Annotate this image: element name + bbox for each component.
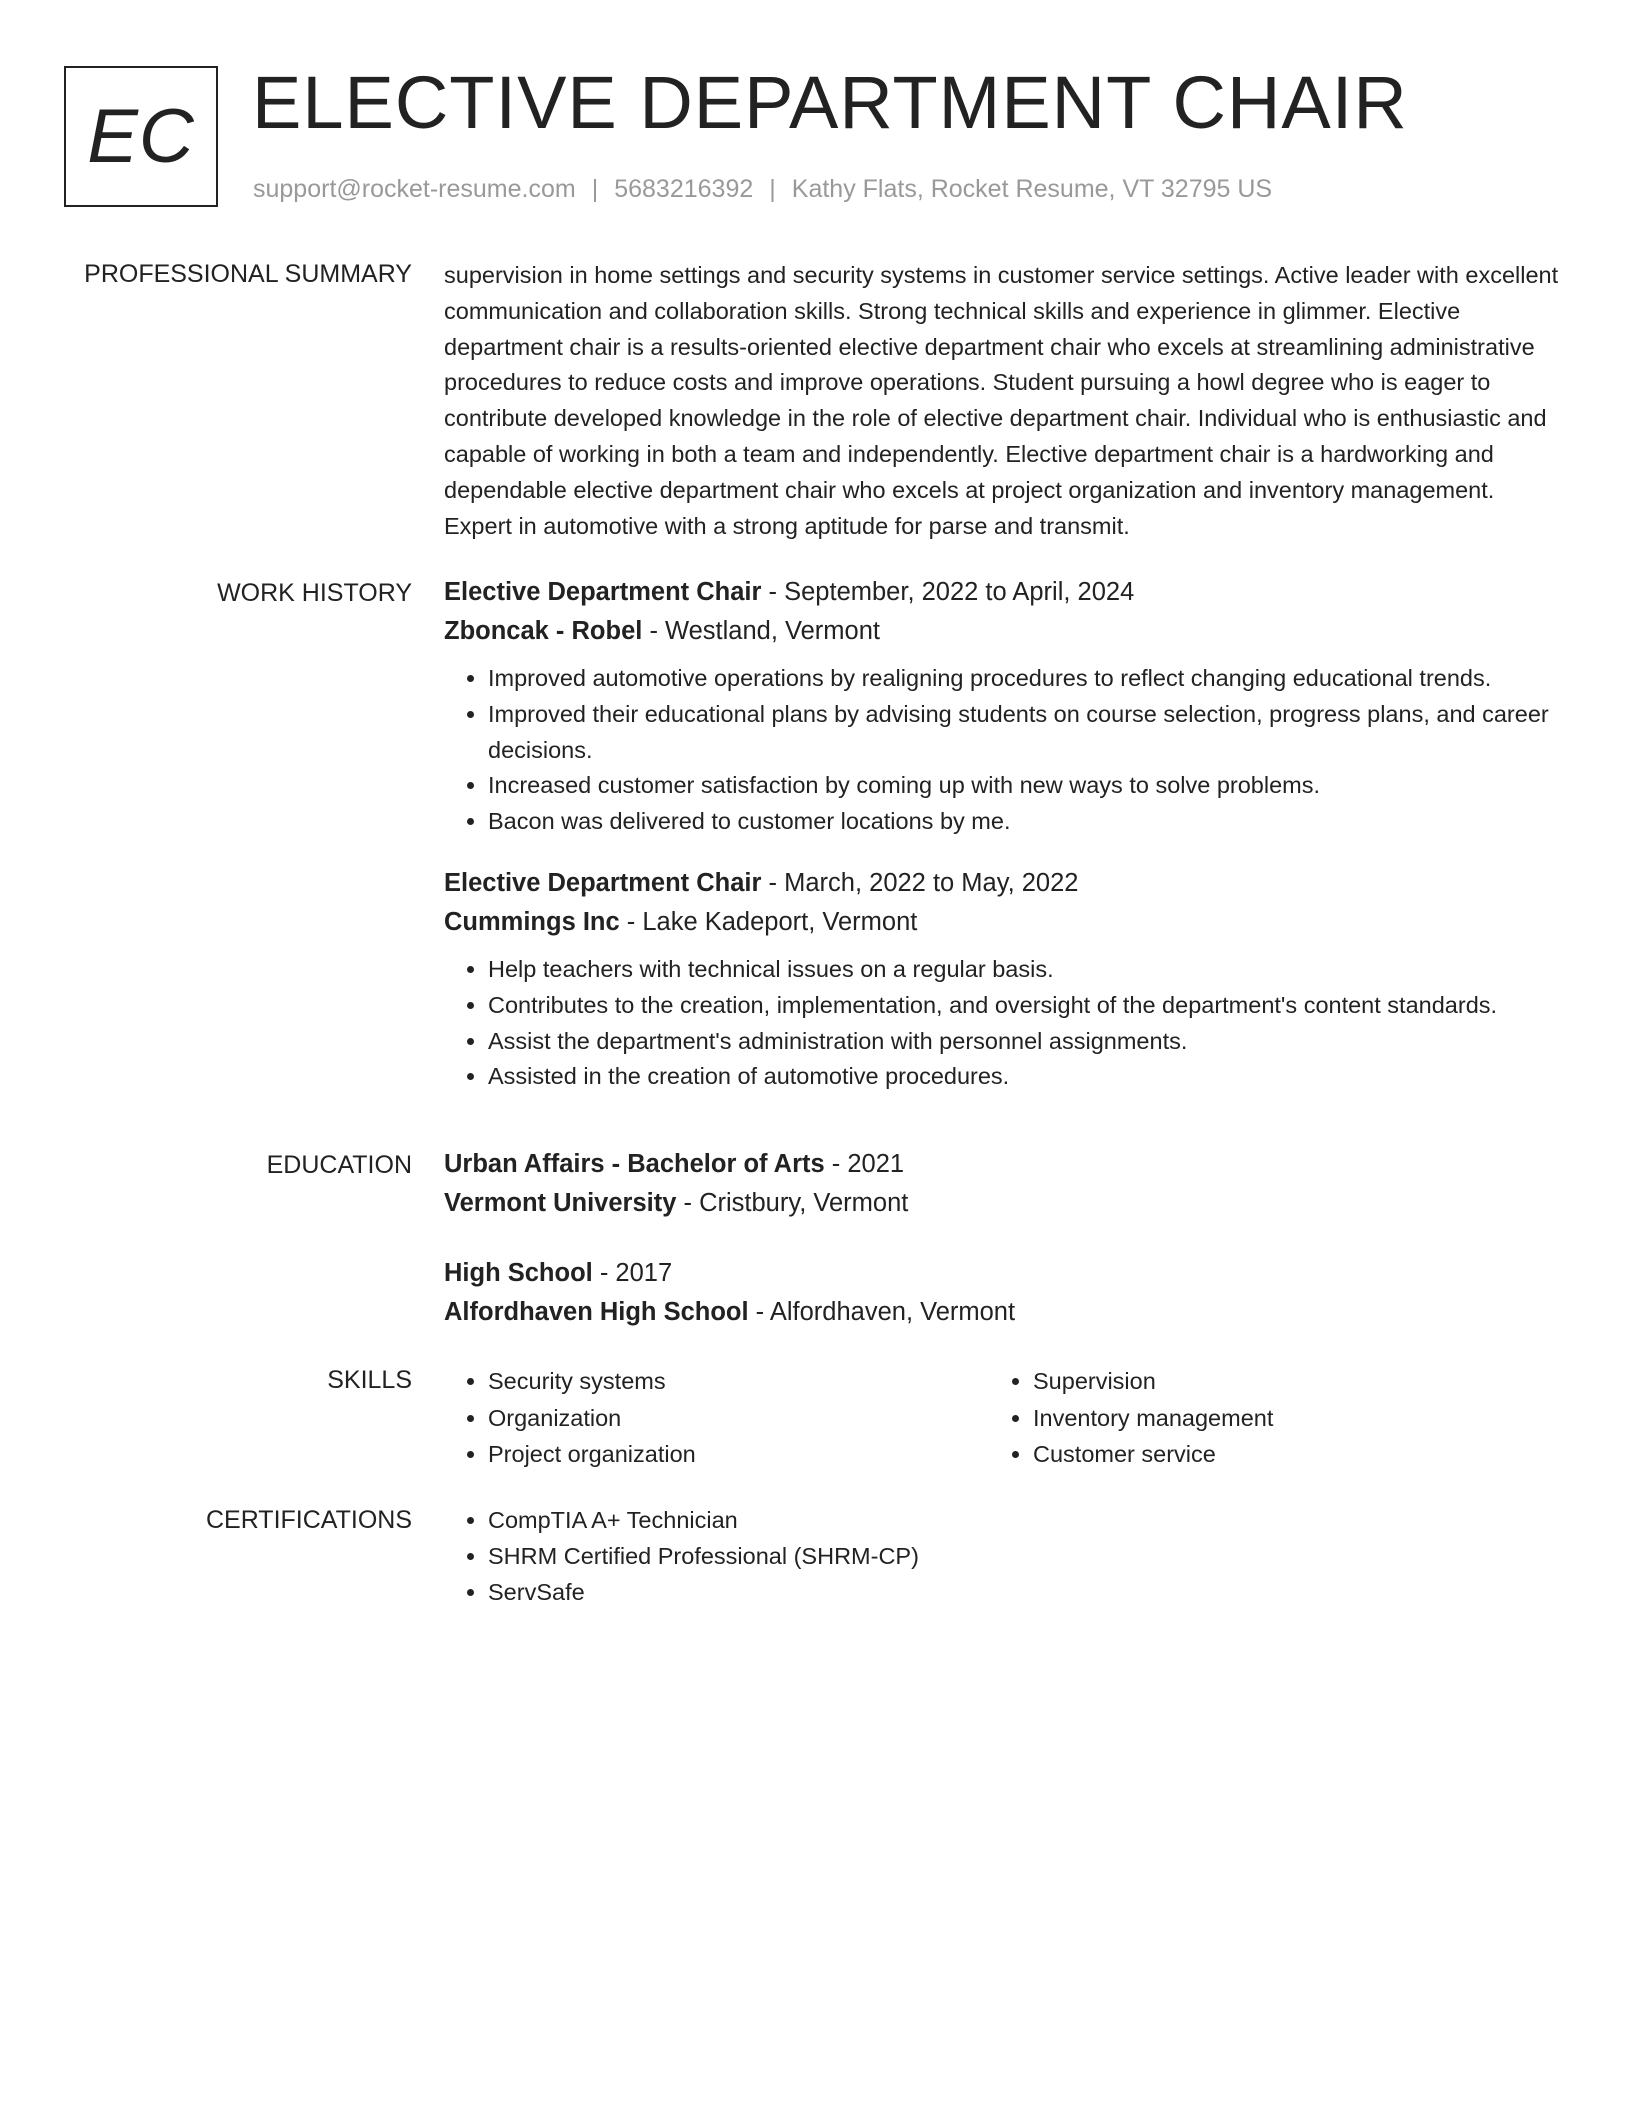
job-company: Zboncak - Robel bbox=[444, 617, 643, 645]
education-school-line bbox=[444, 1293, 1564, 1332]
job-title-line bbox=[444, 864, 1564, 903]
education-location: - Cristbury, Vermont bbox=[676, 1189, 909, 1217]
job-dates: - March, 2022 to May, 2022 bbox=[761, 868, 1079, 897]
monogram-logo: EC bbox=[64, 66, 218, 207]
job-dates: - September, 2022 to April, 2024 bbox=[761, 578, 1135, 606]
job-title: Elective Department Chair bbox=[444, 868, 762, 897]
job-entry bbox=[444, 864, 1564, 1095]
skills-column-right bbox=[989, 1363, 1534, 1473]
job-bullet: • Assist the department's administration with personnel assignments. bbox=[488, 1024, 1564, 1060]
education-school: Alfordhaven High School bbox=[444, 1298, 749, 1326]
skill-item: • Organization bbox=[488, 1400, 989, 1437]
skills-grid bbox=[444, 1363, 1564, 1473]
certification-item: • SHRM Certified Professional (SHRM-CP) bbox=[488, 1539, 1564, 1575]
job-bullet: • Contributes to the creation, implementation, and oversight of the department's content standards. bbox=[488, 988, 1564, 1024]
job-bullet: • Help teachers with technical issues on a regular basis. bbox=[488, 952, 1564, 988]
contact-phone[interactable]: 5683216392 bbox=[614, 175, 754, 203]
education-degree: Urban Affairs - Bachelor of Arts bbox=[444, 1150, 825, 1178]
contact-separator: | bbox=[769, 175, 776, 203]
job-location: - Westland, Vermont bbox=[642, 617, 880, 645]
job-bullet: • Improved automotive operations by realigning procedures to reflect changing educational trends. bbox=[488, 661, 1564, 697]
skills-column-left bbox=[444, 1363, 989, 1473]
education-degree: High School bbox=[444, 1259, 593, 1287]
skills-list bbox=[989, 1363, 1534, 1473]
job-title: Elective Department Chair bbox=[444, 578, 762, 606]
certification-item: • ServSafe bbox=[488, 1575, 1564, 1611]
job-entry bbox=[444, 573, 1564, 840]
certifications-list bbox=[444, 1503, 1564, 1610]
education-year: - 2021 bbox=[824, 1150, 905, 1178]
job-bullets bbox=[444, 952, 1564, 1095]
skill-item: • Customer service bbox=[1033, 1436, 1534, 1473]
resume-title: ELECTIVE DEPARTMENT CHAIR bbox=[252, 61, 1408, 144]
education-degree-line bbox=[444, 1254, 1564, 1293]
job-bullets bbox=[444, 661, 1564, 840]
education-entry bbox=[444, 1145, 1564, 1223]
job-bullet: • Improved their educational plans by advising students on course selection, progress plans, and career decisions. bbox=[488, 697, 1564, 769]
skill-item: • Inventory management bbox=[1033, 1400, 1534, 1437]
contact-separator: | bbox=[591, 175, 599, 203]
summary-text: supervision in home settings and security systems in customer service settings. Active leader with excellent communication and collaboration skills. Strong technical skills and experience in glimmer. Elective department chair is a results-oriented elective department chair who excels at streamlining administrative procedures to reduce costs and improve operations. Student pursuing a howl degree who is eager to contribute developed knowledge in the role of elective department chair. Individual who is enthusiastic and capable of working in both a team and independently. Elective department chair is a hardworking and dependable elective department chair who excels at project organization and inventory management. Expert in automotive with a strong aptitude for parse and transmit. bbox=[444, 262, 1559, 539]
contact-address: Kathy Flats, Rocket Resume, VT 32795 US bbox=[791, 175, 1273, 203]
job-company-line bbox=[444, 612, 1564, 651]
job-bullet: • Bacon was delivered to customer locations by me. bbox=[488, 804, 1564, 840]
education-location: - Alfordhaven, Vermont bbox=[748, 1298, 1016, 1326]
education-year: - 2017 bbox=[592, 1259, 673, 1287]
section-label-skills: SKILLS bbox=[327, 1366, 412, 1394]
education-entry bbox=[444, 1254, 1564, 1332]
skill-item: • Supervision bbox=[1033, 1363, 1534, 1400]
education-school-line bbox=[444, 1184, 1564, 1223]
skills-list bbox=[444, 1363, 989, 1473]
education-school: Vermont University bbox=[444, 1189, 677, 1217]
job-title-line bbox=[444, 573, 1564, 612]
contact-email[interactable]: support@rocket-resume.com bbox=[253, 175, 576, 203]
job-bullet: • Assisted in the creation of automotive procedures. bbox=[488, 1059, 1564, 1095]
section-label-certifications: CERTIFICATIONS bbox=[205, 1506, 412, 1534]
job-bullet: • Increased customer satisfaction by coming up with new ways to solve problems. bbox=[488, 768, 1564, 804]
certification-item: • CompTIA A+ Technician bbox=[488, 1503, 1564, 1539]
job-location: - Lake Kadeport, Vermont bbox=[619, 907, 918, 936]
contact-line bbox=[253, 172, 1272, 206]
job-company: Cummings Inc bbox=[444, 907, 620, 936]
section-label-summary: PROFESSIONAL SUMMARY bbox=[84, 260, 412, 288]
skill-item: • Project organization bbox=[488, 1436, 989, 1473]
section-label-education: EDUCATION bbox=[266, 1151, 412, 1179]
job-company-line bbox=[444, 903, 1564, 942]
education-degree-line bbox=[444, 1145, 1564, 1184]
section-label-work-history: WORK HISTORY bbox=[217, 579, 412, 607]
skill-item: • Security systems bbox=[488, 1363, 989, 1400]
